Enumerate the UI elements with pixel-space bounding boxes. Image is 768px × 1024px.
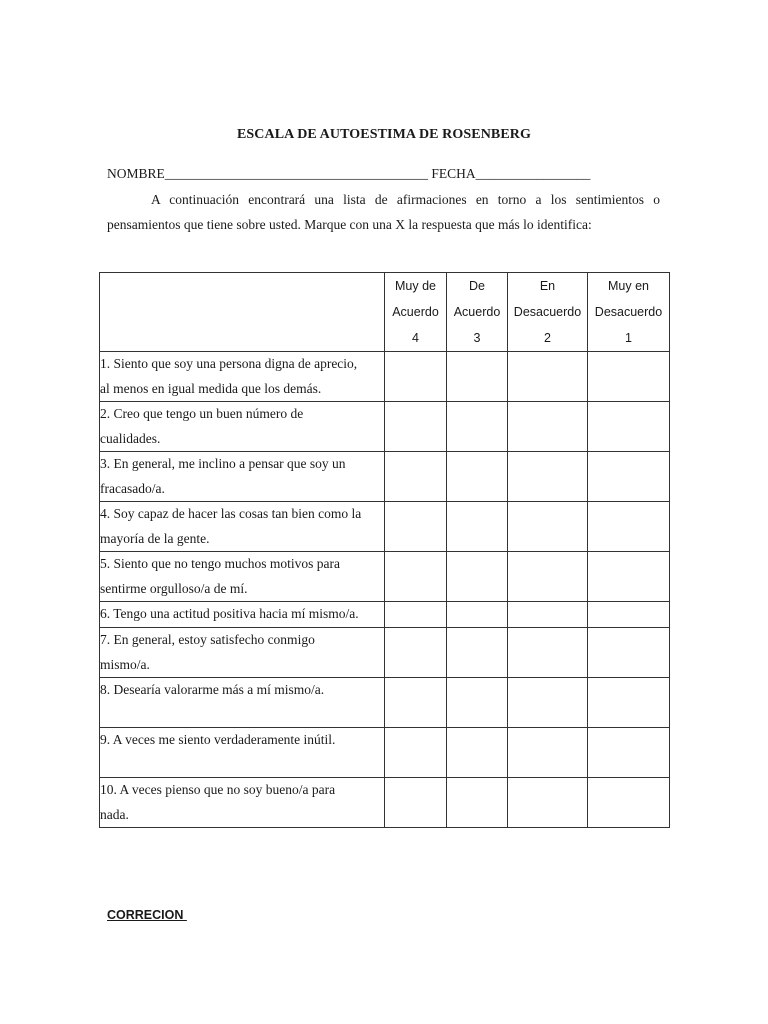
answer-cell-1[interactable] — [588, 778, 670, 828]
statement-cell — [100, 778, 385, 828]
header-en-desacuerdo — [508, 273, 588, 352]
header-label-line1: Muy en — [608, 279, 649, 293]
statement-line2: al menos en igual medida que los demás. — [100, 380, 322, 396]
answer-cell-4[interactable] — [385, 602, 447, 628]
answer-cell-2[interactable] — [508, 452, 588, 502]
header-label-line2: Desacuerdo — [594, 305, 663, 319]
statement-line2: fracasado/a. — [100, 480, 165, 496]
statement-cell — [100, 402, 385, 452]
header-score: 3 — [473, 331, 481, 345]
statement-line1: 4. Soy capaz de hacer las cosas tan bien como la — [100, 506, 362, 521]
statement-line1: 1. Siento que soy una persona digna de aprecio, — [100, 356, 358, 371]
answer-cell-2[interactable] — [508, 502, 588, 552]
answer-cell-4[interactable] — [385, 402, 447, 452]
statement-line1: 8. Desearía valorarme más a mí mismo/a. — [100, 682, 325, 697]
table-row-item-2 — [100, 402, 670, 452]
page-title: ESCALA DE AUTOESTIMA DE ROSENBERG — [236, 127, 531, 142]
rosenberg-scale-table — [99, 272, 670, 828]
answer-cell-2[interactable] — [508, 352, 588, 402]
answer-cell-2[interactable] — [508, 778, 588, 828]
header-score: 4 — [412, 331, 419, 345]
answer-cell-4[interactable] — [385, 502, 447, 552]
answer-cell-4[interactable] — [385, 452, 447, 502]
statement-line2: mismo/a. — [100, 656, 150, 672]
header-score: 1 — [625, 331, 632, 345]
statement-cell — [100, 628, 385, 678]
header-label-line2: Desacuerdo — [513, 305, 582, 319]
table-row-item-5 — [100, 552, 670, 602]
answer-cell-1[interactable] — [588, 728, 670, 778]
answer-cell-2[interactable] — [508, 602, 588, 628]
statement-line1: 7. En general, estoy satisfecho conmigo — [100, 632, 315, 647]
answer-cell-1[interactable] — [588, 678, 670, 728]
table-row-item-4 — [100, 502, 670, 552]
answer-cell-4[interactable] — [385, 552, 447, 602]
statement-cell — [100, 678, 385, 728]
answer-cell-4[interactable] — [385, 778, 447, 828]
answer-cell-2[interactable] — [508, 728, 588, 778]
statement-line1: 3. En general, me inclino a pensar que soy un — [100, 456, 346, 471]
answer-cell-1[interactable] — [588, 502, 670, 552]
answer-cell-1[interactable] — [588, 402, 670, 452]
answer-cell-1[interactable] — [588, 628, 670, 678]
table-row-item-1 — [100, 352, 670, 402]
table-row-item-7 — [100, 628, 670, 678]
answer-cell-3[interactable] — [447, 552, 508, 602]
header-label-line2: Acuerdo — [392, 305, 439, 319]
header-muy-en-desacuerdo — [588, 273, 670, 352]
answer-cell-4[interactable] — [385, 352, 447, 402]
statement-cell — [100, 602, 385, 628]
statement-cell — [100, 552, 385, 602]
statement-cell — [100, 728, 385, 778]
answer-cell-3[interactable] — [447, 502, 508, 552]
header-label-line1: En — [539, 279, 556, 293]
answer-cell-1[interactable] — [588, 452, 670, 502]
table-row-item-8 — [100, 678, 670, 728]
table-row-item-6 — [100, 602, 670, 628]
answer-cell-3[interactable] — [447, 728, 508, 778]
statement-cell — [100, 352, 385, 402]
answer-cell-4[interactable] — [385, 678, 447, 728]
statement-line2: nada. — [100, 806, 129, 822]
answer-cell-2[interactable] — [508, 402, 588, 452]
statement-cell — [100, 502, 385, 552]
answer-cell-2[interactable] — [508, 628, 588, 678]
table-header-row — [100, 273, 670, 352]
header-label-line1: De — [469, 279, 485, 293]
statement-line2: sentirme orgulloso/a de mí. — [100, 580, 248, 596]
answer-cell-1[interactable] — [588, 602, 670, 628]
answer-cell-3[interactable] — [447, 678, 508, 728]
answer-cell-2[interactable] — [508, 552, 588, 602]
name-date-line[interactable]: NOMBRE_______________________________________ FECHA_________________ — [107, 166, 591, 181]
statement-line2: mayoría de la gente. — [100, 530, 210, 546]
header-label-line1: Muy de — [395, 279, 436, 293]
statement-line1: 10. A veces pienso que no soy bueno/a para — [100, 782, 336, 797]
answer-cell-4[interactable] — [385, 628, 447, 678]
answer-cell-3[interactable] — [447, 402, 508, 452]
answer-cell-3[interactable] — [447, 452, 508, 502]
answer-cell-3[interactable] — [447, 602, 508, 628]
statement-cell — [100, 452, 385, 502]
table-row-item-3 — [100, 452, 670, 502]
answer-cell-3[interactable] — [447, 352, 508, 402]
header-muy-de-acuerdo — [385, 273, 447, 352]
header-score: 2 — [544, 331, 551, 345]
header-label-line2: Acuerdo — [453, 305, 501, 319]
answer-cell-1[interactable] — [588, 352, 670, 402]
answer-cell-1[interactable] — [588, 552, 670, 602]
correction-heading: CORRECION — [107, 908, 187, 922]
table-row-item-9 — [100, 728, 670, 778]
answer-cell-4[interactable] — [385, 728, 447, 778]
header-statement-column — [100, 273, 385, 352]
header-de-acuerdo — [447, 273, 508, 352]
statement-line1: 9. A veces me siento verdaderamente inútil. — [100, 732, 336, 747]
statement-line1: 5. Siento que no tengo muchos motivos para — [100, 556, 340, 571]
answer-cell-2[interactable] — [508, 678, 588, 728]
statement-line1: 6. Tengo una actitud positiva hacia mí mismo/a. — [100, 606, 359, 621]
table-row-item-10 — [100, 778, 670, 828]
answer-cell-3[interactable] — [447, 778, 508, 828]
answer-cell-3[interactable] — [447, 628, 508, 678]
statement-line2: cualidades. — [100, 430, 161, 446]
statement-line1: 2. Creo que tengo un buen número de — [100, 406, 304, 421]
instructions-paragraph: A continuación encontrará una lista de afirmaciones en torno a los sentimientos o pensamientos que tiene sobre usted. Marque con una X la respuesta que más lo identifica: — [107, 192, 660, 232]
